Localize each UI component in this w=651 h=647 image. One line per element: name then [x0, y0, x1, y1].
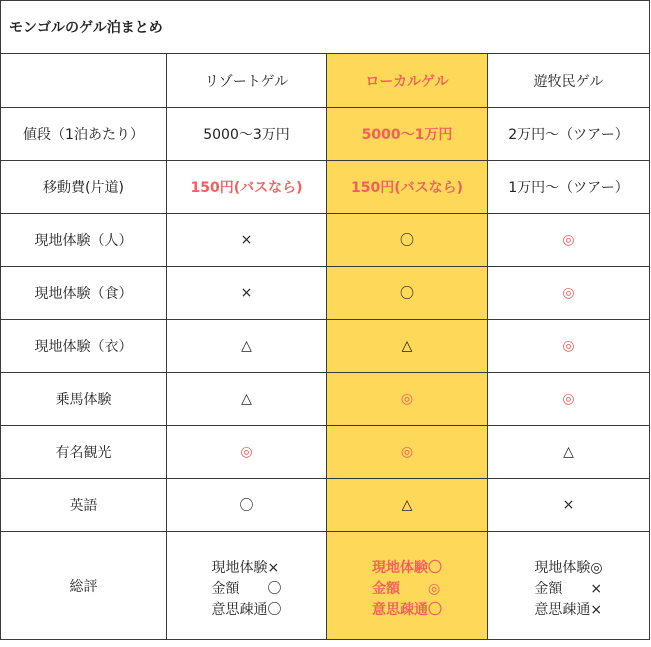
row-label: 英語: [1, 479, 167, 532]
row-label: 現地体験（食）: [1, 267, 167, 320]
summary-local: [327, 532, 488, 640]
cell-local: ◎: [327, 426, 488, 479]
cell-local: 〇: [327, 267, 488, 320]
header-empty-cell: [1, 54, 167, 108]
row-label: 乗馬体験: [1, 373, 167, 426]
table-row: [1, 479, 650, 532]
cell-nomad: ◎: [488, 214, 650, 267]
header-resort-ger: リゾートゲル: [167, 54, 327, 108]
row-label: 現地体験（人）: [1, 214, 167, 267]
table-row: [1, 426, 650, 479]
cell-resort: 5000〜3万円: [167, 108, 327, 161]
summary-line: 金額 ×: [534, 581, 603, 597]
table-row: [1, 108, 650, 161]
cell-nomad: ◎: [488, 320, 650, 373]
summary-text: [534, 558, 602, 621]
summary-resort: [167, 532, 327, 640]
cell-local: 5000〜1万円: [327, 108, 488, 161]
summary-text: [212, 558, 282, 621]
table-row: [1, 161, 650, 214]
cell-local: ◎: [327, 373, 488, 426]
cell-resort: △: [167, 320, 327, 373]
header-nomad-ger: 遊牧民ゲル: [488, 54, 650, 108]
row-label: 有名観光: [1, 426, 167, 479]
cell-local: 150円(バスなら): [327, 161, 488, 214]
summary-line: 意思疎通×: [534, 602, 603, 618]
table-row: [1, 320, 650, 373]
summary-line: 現地体験◎: [534, 560, 603, 576]
table-row: [1, 373, 650, 426]
summary-text: [372, 558, 442, 621]
cell-resort: ×: [167, 267, 327, 320]
cell-resort: 150円(バスなら): [167, 161, 327, 214]
table-title: モンゴルのゲル泊まとめ: [1, 1, 650, 54]
row-label: 総評: [1, 532, 167, 640]
cell-nomad: ◎: [488, 373, 650, 426]
summary-line: 意思疎通〇: [372, 602, 442, 618]
cell-nomad: △: [488, 426, 650, 479]
header-row: [1, 54, 650, 108]
cell-nomad: ◎: [488, 267, 650, 320]
row-label: 値段（1泊あたり）: [1, 108, 167, 161]
cell-resort: △: [167, 373, 327, 426]
summary-line: 現地体験×: [211, 560, 280, 576]
cell-local: △: [327, 320, 488, 373]
summary-nomad: [488, 532, 650, 640]
summary-line: 金額 ◎: [372, 581, 441, 597]
header-local-ger: ローカルゲル: [327, 54, 488, 108]
cell-local: 〇: [327, 214, 488, 267]
cell-local: △: [327, 479, 488, 532]
cell-resort: ◎: [167, 426, 327, 479]
cell-nomad: 1万円〜（ツアー）: [488, 161, 650, 214]
row-label: 現地体験（衣）: [1, 320, 167, 373]
summary-line: 現地体験〇: [372, 560, 442, 576]
table-row: [1, 214, 650, 267]
cell-nomad: ×: [488, 479, 650, 532]
row-label: 移動費(片道): [1, 161, 167, 214]
summary-row: [1, 532, 650, 640]
table-row: [1, 267, 650, 320]
cell-resort: 〇: [167, 479, 327, 532]
summary-line: 意思疎通〇: [211, 602, 282, 618]
cell-nomad: 2万円〜（ツアー）: [488, 108, 650, 161]
cell-resort: ×: [167, 214, 327, 267]
summary-line: 金額 〇: [211, 581, 282, 597]
